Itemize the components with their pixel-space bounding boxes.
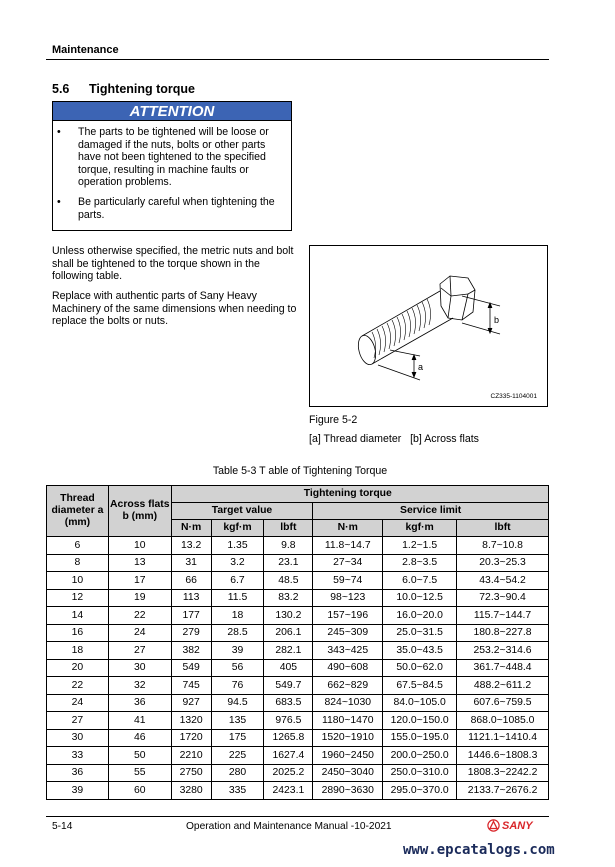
table-cell: 200.0~250.0 xyxy=(383,747,457,765)
table-cell: 10 xyxy=(47,572,109,590)
table-cell: 282.1 xyxy=(264,642,313,660)
table-cell: 17 xyxy=(108,572,171,590)
table-cell: 115.7~144.7 xyxy=(457,607,549,625)
body-paragraph: Replace with authentic parts of Sany Heavy Machinery of the same dimensions when needing to replace the bolts or nuts. xyxy=(52,290,297,328)
header-across-flats: Across flats b (mm) xyxy=(108,486,171,537)
table-row xyxy=(47,554,549,572)
bullet-icon: • xyxy=(57,126,61,138)
table-cell: 130.2 xyxy=(264,607,313,625)
table-cell: 335 xyxy=(211,782,264,800)
table-row xyxy=(47,642,549,660)
bullet-icon: • xyxy=(57,195,61,208)
attention-label: ATTENTION xyxy=(53,102,291,121)
table-cell: 16 xyxy=(47,624,109,642)
table-row xyxy=(47,764,549,782)
svg-text:a: a xyxy=(418,362,424,372)
table-cell: 382 xyxy=(171,642,211,660)
table-cell: 36 xyxy=(108,694,171,712)
figure-caption: Figure 5-2 xyxy=(309,414,358,426)
header-service-limit: Service limit xyxy=(313,503,549,520)
header-thread-diameter: Thread diameter a (mm) xyxy=(47,486,109,537)
table-cell: 868.0~1085.0 xyxy=(457,712,549,730)
table-cell: 12 xyxy=(47,589,109,607)
footer-rule xyxy=(46,816,549,817)
table-row xyxy=(47,607,549,625)
table-cell: 155.0~195.0 xyxy=(383,729,457,747)
table-cell: 23.1 xyxy=(264,554,313,572)
table-cell: 83.2 xyxy=(264,589,313,607)
table-cell: 76 xyxy=(211,677,264,695)
table-cell: 22 xyxy=(47,677,109,695)
table-cell: 549.7 xyxy=(264,677,313,695)
table-cell: 36 xyxy=(47,764,109,782)
table-cell: 8.7~10.8 xyxy=(457,537,549,555)
body-paragraph: Unless otherwise specified, the metric nuts and bolt shall be tightened to the torque shown in the following table. xyxy=(52,245,294,283)
attention-item: • The parts to be tightened will be loose or damaged if the nuts, bolts or other parts have not been tightened to the specified torque, resulting in machine faults or operation problems. xyxy=(57,126,269,189)
table-cell: 824~1030 xyxy=(313,694,383,712)
table-cell: 50 xyxy=(108,747,171,765)
header-unit: lbft xyxy=(457,520,549,537)
table-row xyxy=(47,572,549,590)
table-cell: 72.3~90.4 xyxy=(457,589,549,607)
torque-table-body xyxy=(47,537,549,800)
table-cell: 11.8~14.7 xyxy=(313,537,383,555)
table-cell: 50.0~62.0 xyxy=(383,659,457,677)
table-row xyxy=(47,747,549,765)
table-cell: 1320 xyxy=(171,712,211,730)
table-cell: 361.7~448.4 xyxy=(457,659,549,677)
table-cell: 6.7 xyxy=(211,572,264,590)
table-cell: 549 xyxy=(171,659,211,677)
table-cell: 14 xyxy=(47,607,109,625)
table-cell: 6 xyxy=(47,537,109,555)
figure-code: CZ335-1104001 xyxy=(490,393,537,400)
table-cell: 6.0~7.5 xyxy=(383,572,457,590)
table-cell: 67.5~84.5 xyxy=(383,677,457,695)
table-cell: 2450~3040 xyxy=(313,764,383,782)
table-cell: 490~608 xyxy=(313,659,383,677)
table-cell: 11.5 xyxy=(211,589,264,607)
header-unit: lbft xyxy=(264,520,313,537)
section-number: 5.6 xyxy=(52,82,70,96)
table-cell: 8 xyxy=(47,554,109,572)
header-unit: N·m xyxy=(313,520,383,537)
table-cell: 745 xyxy=(171,677,211,695)
table-cell: 33 xyxy=(47,747,109,765)
table-cell: 56 xyxy=(211,659,264,677)
table-cell: 113 xyxy=(171,589,211,607)
table-cell: 662~829 xyxy=(313,677,383,695)
table-cell: 1520~1910 xyxy=(313,729,383,747)
table-cell: 24 xyxy=(108,624,171,642)
table-cell: 24 xyxy=(47,694,109,712)
table-cell: 343~425 xyxy=(313,642,383,660)
table-cell: 59~74 xyxy=(313,572,383,590)
watermark: www.epcatalogs.com xyxy=(403,842,555,858)
header-unit: N·m xyxy=(171,520,211,537)
table-cell: 253.2~314.6 xyxy=(457,642,549,660)
table-cell: 48.5 xyxy=(264,572,313,590)
header-unit: kgf·m xyxy=(383,520,457,537)
table-cell: 1265.8 xyxy=(264,729,313,747)
table-cell: 13 xyxy=(108,554,171,572)
table-cell: 18 xyxy=(47,642,109,660)
table-cell: 1121.1~1410.4 xyxy=(457,729,549,747)
table-cell: 27 xyxy=(47,712,109,730)
table-cell: 1808.3~2242.2 xyxy=(457,764,549,782)
table-cell: 1960~2450 xyxy=(313,747,383,765)
table-cell: 60 xyxy=(108,782,171,800)
table-cell: 16.0~20.0 xyxy=(383,607,457,625)
table-cell: 206.1 xyxy=(264,624,313,642)
table-cell: 245~309 xyxy=(313,624,383,642)
table-cell: 405 xyxy=(264,659,313,677)
brand-name: SANY xyxy=(502,819,533,832)
table-row xyxy=(47,537,549,555)
table-cell: 1627.4 xyxy=(264,747,313,765)
header-target-value: Target value xyxy=(171,503,313,520)
table-row xyxy=(47,729,549,747)
svg-text:b: b xyxy=(494,315,500,325)
header-rule xyxy=(46,59,549,60)
table-cell: 10 xyxy=(108,537,171,555)
table-cell: 177 xyxy=(171,607,211,625)
table-cell: 20.3~25.3 xyxy=(457,554,549,572)
table-cell: 20 xyxy=(47,659,109,677)
table-cell: 157~196 xyxy=(313,607,383,625)
section-title-text: Tightening torque xyxy=(89,82,196,96)
table-cell: 225 xyxy=(211,747,264,765)
table-cell: 279 xyxy=(171,624,211,642)
table-cell: 10.0~12.5 xyxy=(383,589,457,607)
table-cell: 9.8 xyxy=(264,537,313,555)
table-cell: 27~34 xyxy=(313,554,383,572)
table-cell: 31 xyxy=(171,554,211,572)
table-cell: 30 xyxy=(47,729,109,747)
table-row xyxy=(47,677,549,695)
table-cell: 28.5 xyxy=(211,624,264,642)
sany-logo xyxy=(487,819,533,832)
table-cell: 32 xyxy=(108,677,171,695)
table-cell: 280 xyxy=(211,764,264,782)
table-cell: 39 xyxy=(211,642,264,660)
table-cell: 41 xyxy=(108,712,171,730)
table-cell: 607.6~759.5 xyxy=(457,694,549,712)
table-cell: 2025.2 xyxy=(264,764,313,782)
table-cell: 66 xyxy=(171,572,211,590)
table-cell: 84.0~105.0 xyxy=(383,694,457,712)
table-cell: 2423.1 xyxy=(264,782,313,800)
table-row xyxy=(47,712,549,730)
header-tightening-torque: Tightening torque xyxy=(171,486,548,503)
table-cell: 22 xyxy=(108,607,171,625)
table-caption: Table 5-3 T able of Tightening Torque xyxy=(212,465,388,477)
header-unit: kgf·m xyxy=(211,520,264,537)
table-cell: 1720 xyxy=(171,729,211,747)
table-cell: 30 xyxy=(108,659,171,677)
table-cell: 55 xyxy=(108,764,171,782)
table-cell: 250.0~310.0 xyxy=(383,764,457,782)
table-cell: 180.8~227.8 xyxy=(457,624,549,642)
table-cell: 175 xyxy=(211,729,264,747)
footer-manual-title: Operation and Maintenance Manual -10-2021 xyxy=(186,821,392,832)
table-cell: 1.35 xyxy=(211,537,264,555)
figure-legend: [a] Thread diameter [b] Across flats xyxy=(309,433,479,445)
table-cell: 927 xyxy=(171,694,211,712)
table-cell: 27 xyxy=(108,642,171,660)
table-cell: 94.5 xyxy=(211,694,264,712)
table-row xyxy=(47,589,549,607)
table-cell: 2133.7~2676.2 xyxy=(457,782,549,800)
bolt-diagram-icon xyxy=(310,246,549,408)
table-cell: 976.5 xyxy=(264,712,313,730)
table-cell: 19 xyxy=(108,589,171,607)
table-cell: 98~123 xyxy=(313,589,383,607)
table-cell: 120.0~150.0 xyxy=(383,712,457,730)
table-cell: 1.2~1.5 xyxy=(383,537,457,555)
section-title xyxy=(52,82,195,96)
table-row xyxy=(47,782,549,800)
table-cell: 3280 xyxy=(171,782,211,800)
bolt-figure xyxy=(309,245,548,407)
table-cell: 295.0~370.0 xyxy=(383,782,457,800)
attention-box xyxy=(52,101,292,231)
table-cell: 39 xyxy=(47,782,109,800)
page-header-title: Maintenance xyxy=(52,44,119,56)
table-cell: 25.0~31.5 xyxy=(383,624,457,642)
table-cell: 2.8~3.5 xyxy=(383,554,457,572)
table-row xyxy=(47,624,549,642)
table-cell: 2890~3630 xyxy=(313,782,383,800)
table-cell: 1446.6~1808.3 xyxy=(457,747,549,765)
torque-table xyxy=(46,485,549,800)
table-cell: 18 xyxy=(211,607,264,625)
table-cell: 2210 xyxy=(171,747,211,765)
table-row xyxy=(47,694,549,712)
table-cell: 13.2 xyxy=(171,537,211,555)
attention-item: • Be particularly careful when tightening the parts. xyxy=(57,195,275,221)
table-cell: 46 xyxy=(108,729,171,747)
table-cell: 1180~1470 xyxy=(313,712,383,730)
table-cell: 3.2 xyxy=(211,554,264,572)
page-number: 5-14 xyxy=(52,821,73,832)
table-cell: 488.2~611.2 xyxy=(457,677,549,695)
table-row xyxy=(47,659,549,677)
table-cell: 135 xyxy=(211,712,264,730)
table-cell: 2750 xyxy=(171,764,211,782)
attention-list xyxy=(53,121,291,221)
table-cell: 683.5 xyxy=(264,694,313,712)
sany-logo-icon xyxy=(487,819,500,832)
table-cell: 35.0~43.5 xyxy=(383,642,457,660)
table-cell: 43.4~54.2 xyxy=(457,572,549,590)
